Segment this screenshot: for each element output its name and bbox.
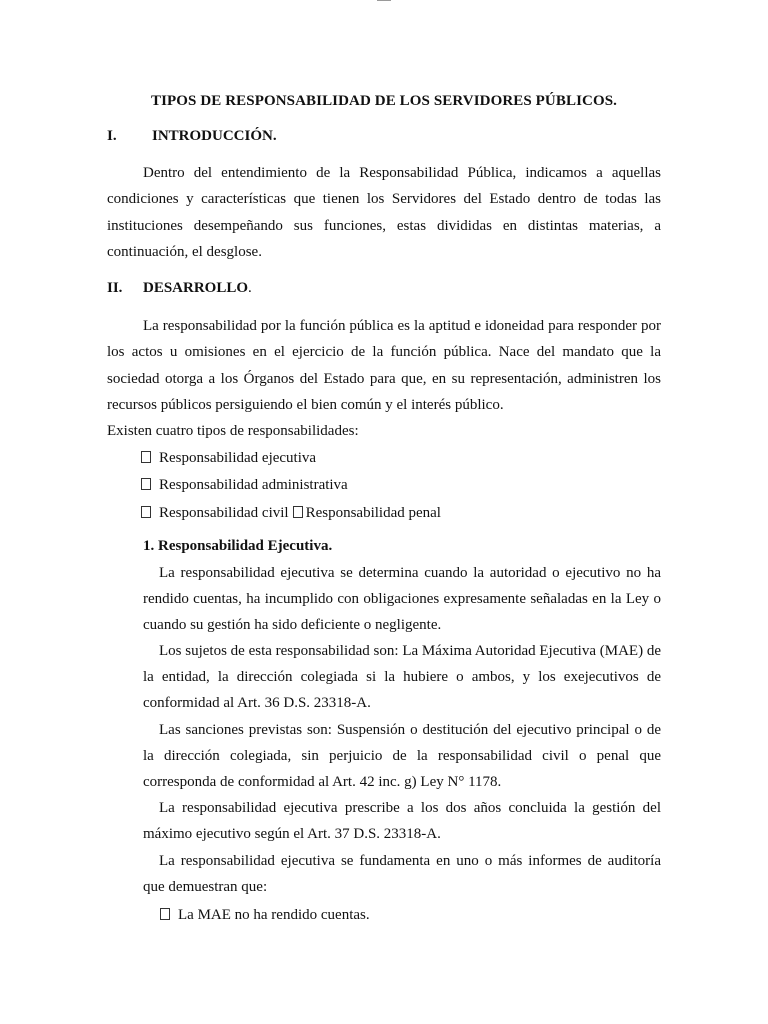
types-intro-line: Existen cuatro tipos de responsabilidades: — [107, 423, 359, 439]
missing-glyph-bullet-icon — [141, 478, 151, 490]
list-item-label: Responsabilidad penal — [305, 505, 441, 521]
subsection-paragraph: La responsabilidad ejecutiva se fundamenta en uno o más informes de auditoría que demuestran que: — [143, 853, 661, 896]
list-item-label: La MAE no ha rendido cuentas. — [178, 907, 370, 923]
section-heading-introduccion — [107, 128, 277, 145]
section-title: INTRODUCCIÓN. — [152, 128, 277, 144]
section-title: DESARROLLO — [143, 280, 249, 296]
section-heading-desarrollo — [107, 280, 252, 297]
subsection-paragraph: La responsabilidad ejecutiva se determina cuando la autoridad o ejecutivo no ha rendido cuentas, ha incumplido con obligaciones expresamente señaladas en la Ley o cuando su gestión ha sido deficiente o negligente. — [143, 565, 661, 634]
desarrollo-paragraph: La responsabilidad por la función pública es la aptitud e idoneidad para responder por los actos u omisiones en el ejercicio de la función pública. Nace del mandato que la sociedad otorga a los Órganos del Estado para que, en su representación, administren los recursos públicos persiguiendo el bien común y el interés público. — [107, 318, 661, 413]
section-title-period: . — [248, 280, 252, 296]
list-item-label: Responsabilidad ejecutiva — [159, 450, 317, 466]
list-item-label: Responsabilidad civil — [159, 505, 289, 521]
page-top-mark — [377, 0, 391, 1]
subsection-paragraph: Las sanciones previstas son: Suspensión o destitución del ejecutivo principal o de la dirección colegiada, sin perjuicio de la responsabilidad civil o penal que corresponda de conformidad al Art. 42 inc. g) Ley N° 1178. — [143, 722, 661, 791]
list-item-label: Responsabilidad administrativa — [159, 477, 348, 493]
missing-glyph-bullet-icon — [141, 506, 151, 518]
section-number: II. — [107, 280, 123, 296]
list-item — [141, 505, 441, 522]
subsection-paragraph: La responsabilidad ejecutiva prescribe a los dos años concluida la gestión del máximo ejecutivo según el Art. 37 D.S. 23318-A. — [143, 800, 661, 843]
missing-glyph-bullet-icon — [141, 451, 151, 463]
missing-glyph-bullet-icon — [160, 908, 170, 920]
section-number: I. — [107, 128, 117, 144]
subsection-paragraph: Los sujetos de esta responsabilidad son: La Máxima Autoridad Ejecutiva (MAE) de la entidad, la dirección colegiada si la hubiere o ambos, y los exejecutivos de conformidad al Art. 36 D.S. 23318-A. — [143, 643, 661, 712]
missing-glyph-bullet-icon — [293, 506, 303, 518]
list-item — [141, 450, 316, 467]
list-item — [160, 907, 370, 924]
list-item — [141, 477, 348, 494]
document-title: TIPOS DE RESPONSABILIDAD DE LOS SERVIDORES PÚBLICOS. — [150, 93, 618, 109]
intro-paragraph: Dentro del entendimiento de la Responsabilidad Pública, indicamos a aquellas condiciones y características que tienen los Servidores del Estado dentro de todas las instituciones desempeñando sus funciones, estas divididas en distintas materias, a continuación, el desglose. — [107, 165, 661, 260]
subsection-heading: 1. Responsabilidad Ejecutiva. — [143, 538, 333, 554]
